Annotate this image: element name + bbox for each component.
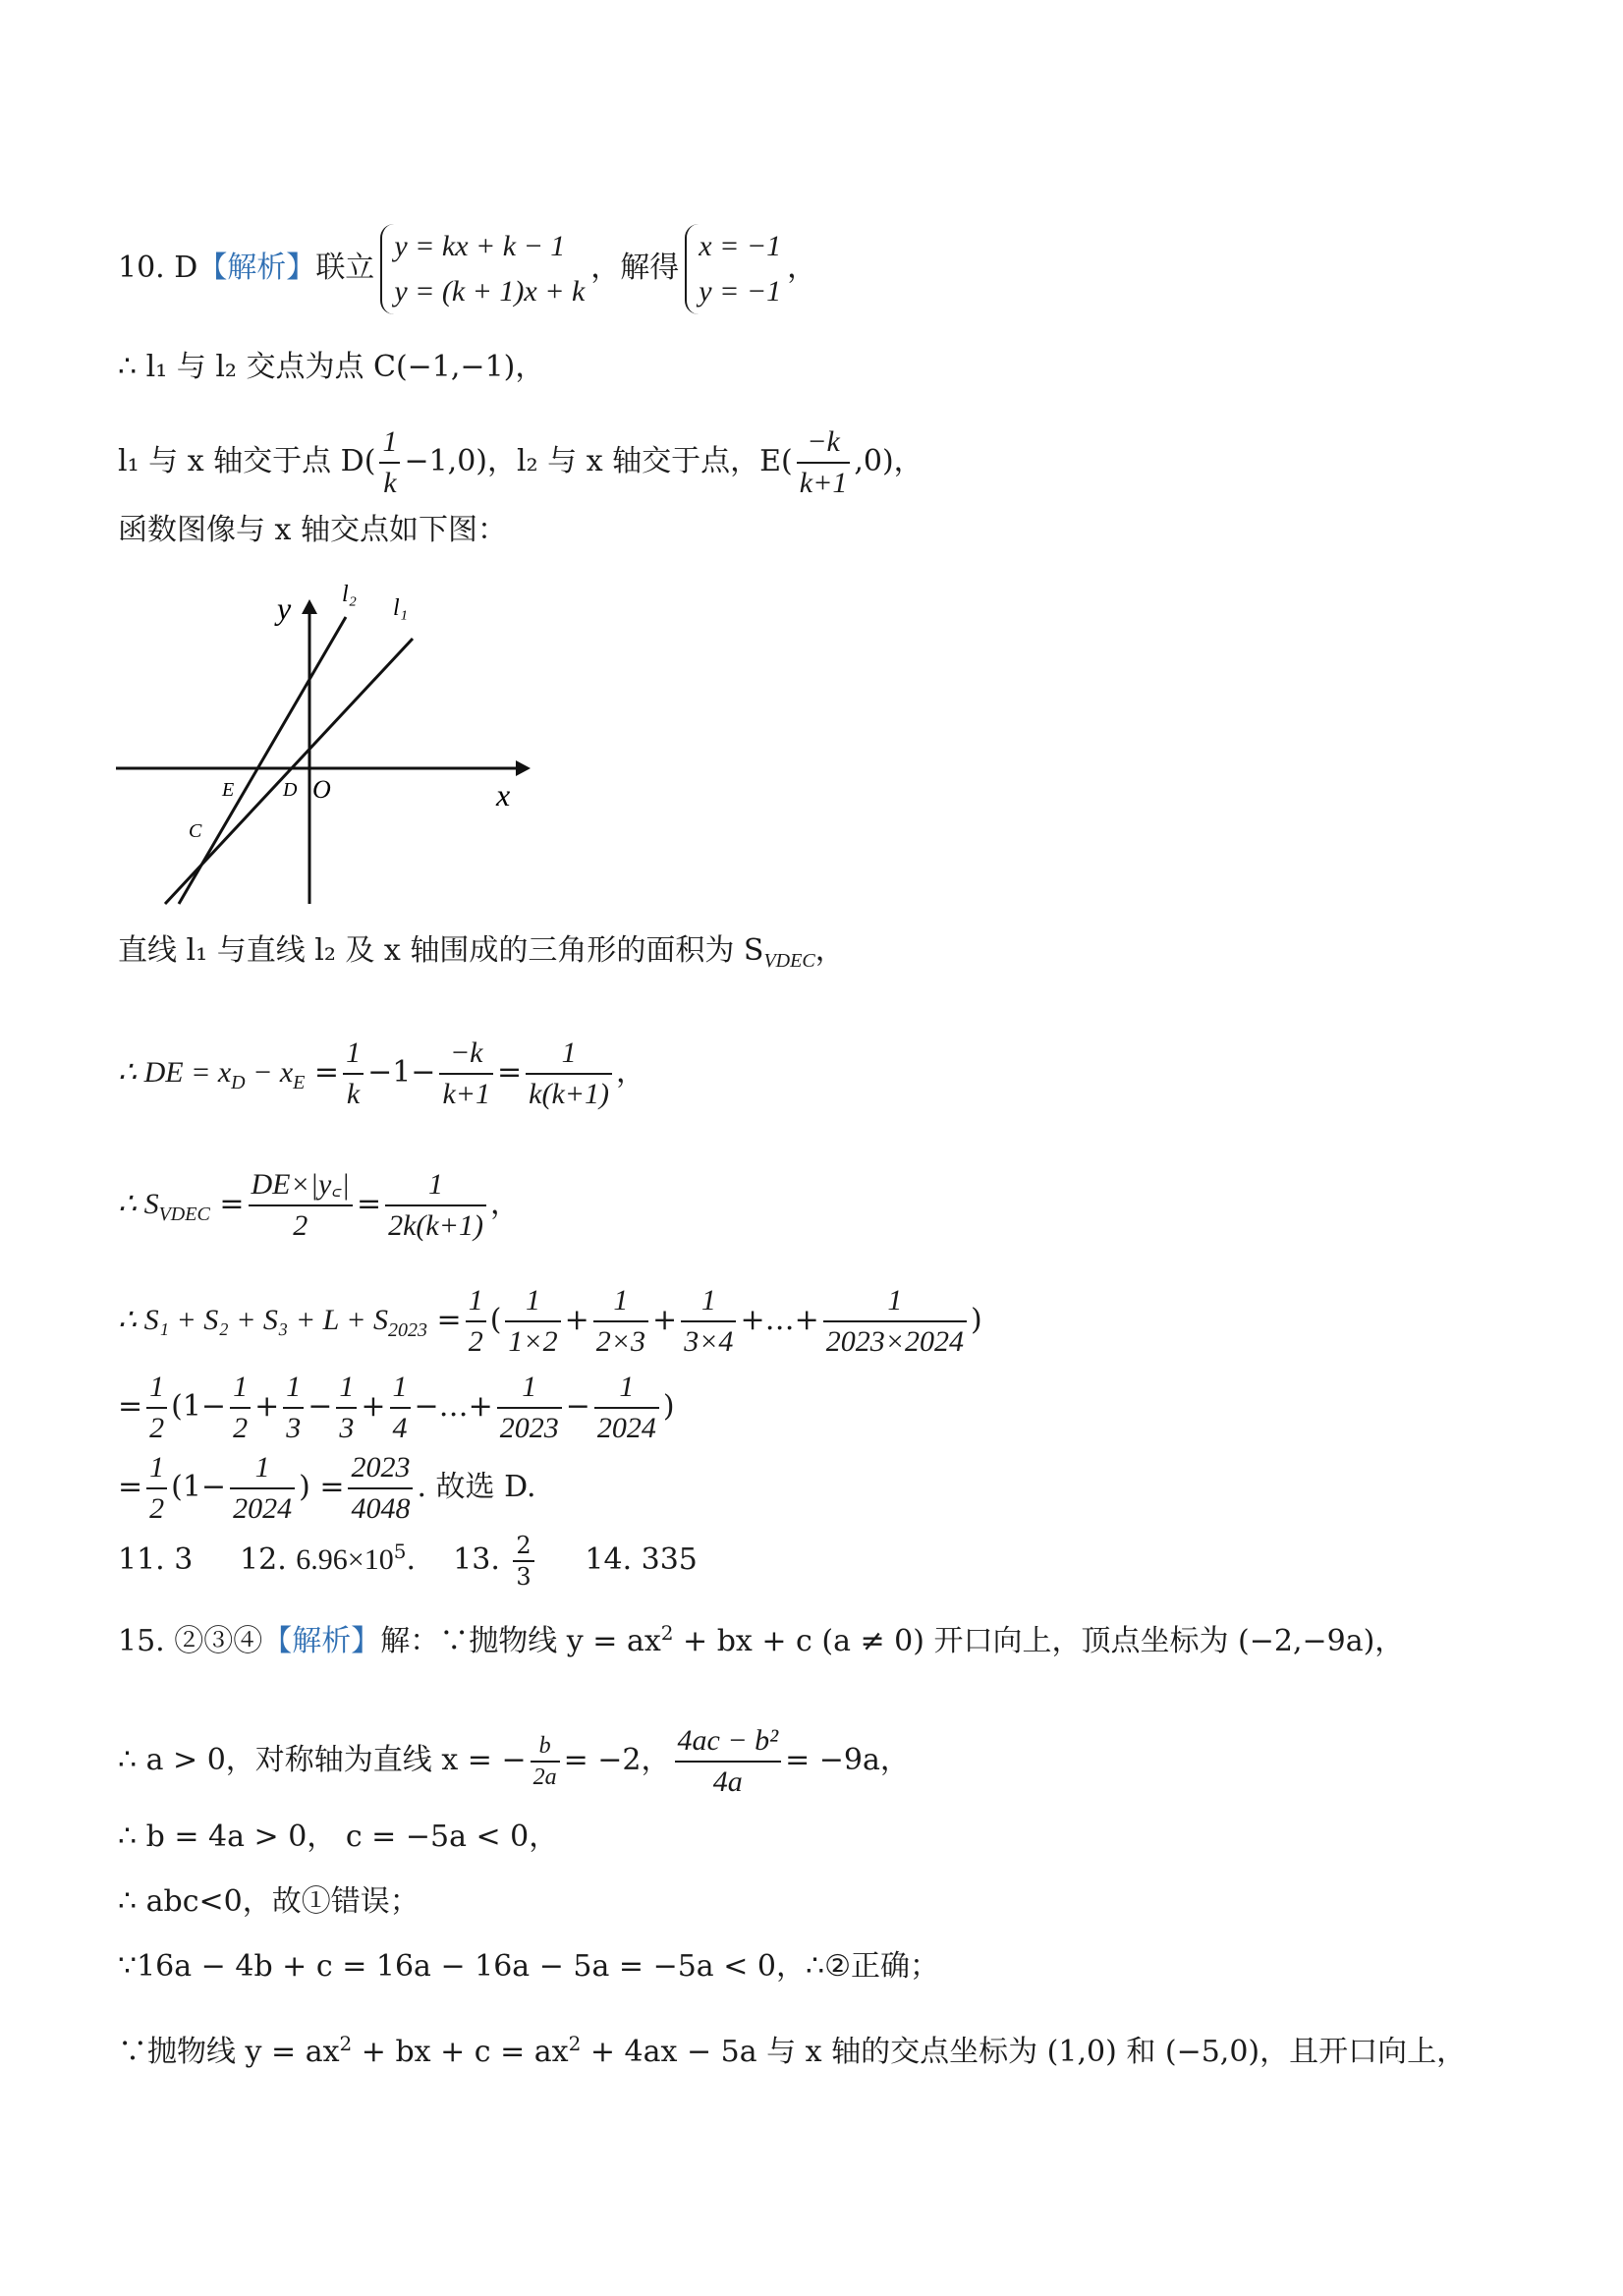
fraction — [593, 1281, 648, 1362]
q15-line-3: ∴ b = 4a > 0， c = −5a < 0， — [118, 1820, 559, 1854]
frac-den: 2024 — [233, 1492, 293, 1525]
superscript: 2 — [660, 1621, 674, 1645]
q10-line-intersection: ∴ l₁ 与 l₂ 交点为点 C(−1,−1)， — [118, 350, 545, 384]
q15-line-6 — [118, 2026, 1466, 2070]
frac-num: 1 — [343, 1034, 364, 1075]
q15-number: 15. ②③④ — [118, 1624, 263, 1658]
equation-system — [380, 224, 585, 314]
frac-num: DE×|y꜀| — [249, 1165, 353, 1206]
text-segment: (1− — [171, 1389, 227, 1424]
answer-12-label: 12. — [240, 1542, 287, 1577]
frac-num: 1 — [497, 1368, 562, 1409]
frac-den: 2k(k+1) — [388, 1209, 483, 1242]
frac-den: 2 — [149, 1492, 165, 1525]
frac-num: 1 — [146, 1368, 167, 1409]
fraction — [385, 1165, 486, 1246]
frac-num: b — [531, 1731, 560, 1763]
frac-num: 1 — [379, 422, 400, 464]
fraction — [249, 1165, 353, 1246]
system-eq2: y = (k + 1)x + k — [394, 275, 586, 308]
point-e-label: E — [222, 779, 235, 801]
fraction — [283, 1368, 304, 1448]
superscript: 2 — [339, 2032, 353, 2055]
text-segment: +…+ — [740, 1303, 819, 1337]
origin-label: O — [312, 775, 331, 804]
frac-num: 1 — [336, 1368, 357, 1409]
q10-area-line — [118, 933, 845, 979]
fraction — [526, 1034, 612, 1114]
frac-num: −k — [439, 1034, 493, 1075]
text-segment: = — [356, 1187, 382, 1221]
fraction — [531, 1731, 560, 1792]
q10-jiede: ，解得 — [590, 251, 680, 285]
text-segment: ， — [489, 1187, 520, 1221]
frac-den: k — [383, 467, 397, 499]
superscript: 2 — [568, 2032, 582, 2055]
frac-num: 1 — [385, 1165, 486, 1206]
q15-line-5: ∵16a − 4b + c = 16a − 16a − 5a = −5a < 0，∴②正确； — [118, 1949, 939, 1984]
subscript: E — [293, 1072, 306, 1093]
frac-den: 3 — [339, 1412, 355, 1444]
q10-graph-intro: 函数图像与 x 轴交点如下图： — [118, 513, 507, 547]
text-segment: −1− — [367, 1055, 436, 1090]
q10-sum-line: ∴ $S_1 + S_2 + S_3 + L + S_{2023}$ = $\frac{1}{2}$ ( $\frac{1}{1\times 2}$ + $\frac{1}{2\times 3}$ + $\frac{1}{3\times 4}$ +…+ $\frac{1}{2023\times 2024}$ ) — [118, 1281, 982, 1362]
fraction — [390, 1368, 411, 1448]
frac-den: k(k+1) — [529, 1078, 609, 1110]
answer-14: 14. 335 — [585, 1542, 698, 1577]
frac-den: 3 — [516, 1563, 532, 1591]
q10-number: 10. D — [118, 251, 198, 285]
text-segment: = — [118, 1389, 143, 1424]
text-segment: + bx + c = ax — [352, 2035, 569, 2069]
text-segment: l₁ 与 x 轴交于点 D( — [118, 444, 376, 478]
q15-header-line — [118, 1615, 1404, 1659]
q10-lianli: 联立 — [315, 251, 375, 285]
q10-header-line: 10. D【解析】联立 y = kx + k − 1 y = (k + 1)x + k ，解得 x = −1 y = −1 ， — [118, 224, 816, 314]
fraction — [681, 1281, 736, 1362]
frac-den: 2024 — [596, 1412, 656, 1444]
l2-label: l₂ — [342, 582, 358, 607]
text-segment: + 4ax − 5a 与 x 轴的交点坐标为 (1,0) 和 (−5,0)，且开口向上， — [581, 2035, 1467, 2069]
point-c-label: C — [189, 820, 202, 842]
answer-13-fraction — [513, 1531, 533, 1592]
text-segment: 解：∵抛物线 y = ax — [380, 1624, 661, 1658]
y-axis-arrow — [302, 599, 317, 614]
line-l1 — [165, 639, 413, 904]
frac-den: 3 — [286, 1412, 302, 1444]
text-segment: ∴ DE = x — [118, 1056, 232, 1089]
q10-line-axis-points — [118, 422, 923, 503]
frac-num: 1 — [505, 1281, 560, 1322]
point-d-label: D — [283, 779, 298, 801]
fraction — [348, 1448, 413, 1529]
text-segment: ( — [489, 1303, 502, 1337]
frac-den: 4 — [392, 1412, 408, 1444]
text-segment: = — [305, 1055, 340, 1090]
frac-den: 2×3 — [595, 1325, 646, 1358]
fraction — [230, 1368, 251, 1448]
fraction-1-over-k — [379, 422, 400, 503]
q10-telescoping-line: = $\frac{1}{2}$ (1− $\frac{1}{2}$ + $\frac{1}{3}$ − $\frac{1}{3}$ + $\frac{1}{4}$ −…+ $\frac{1}{2023}$ − $\frac{1}{2024}$ ) — [118, 1368, 675, 1448]
fraction-neg-k-over-k1 — [797, 422, 851, 503]
frac-num: 1 — [283, 1368, 304, 1409]
fraction — [497, 1368, 562, 1448]
q15-line-4: ∴ abc<0，故①错误； — [118, 1884, 420, 1919]
frac-num: 1 — [146, 1448, 167, 1489]
answers-line — [118, 1531, 698, 1592]
frac-num: 4ac − b² — [675, 1721, 782, 1763]
subscript: VDEC — [158, 1204, 210, 1225]
answer-12-end: . — [406, 1542, 416, 1577]
fraction — [146, 1448, 167, 1529]
text-segment: 直线 l₁ 与直线 l₂ 及 x 轴围成的三角形的面积为 S — [118, 933, 764, 968]
fraction — [594, 1368, 659, 1448]
line-graph-figure — [108, 580, 540, 914]
frac-den: 2 — [293, 1209, 308, 1242]
text-segment: −1,0)，l₂ 与 x 轴交于点，E( — [404, 444, 793, 478]
fraction — [230, 1448, 295, 1529]
frac-den: 2023 — [499, 1412, 559, 1444]
solution-system — [685, 224, 781, 314]
fraction — [146, 1368, 167, 1448]
solution-x: x = −1 — [699, 230, 782, 262]
frac-den: 2 — [468, 1325, 483, 1358]
q15-analysis-tag: 【解析】 — [262, 1624, 381, 1658]
frac-den: 2 — [149, 1412, 165, 1444]
frac-den: 4048 — [351, 1492, 411, 1525]
fraction — [823, 1281, 967, 1362]
frac-num: 1 — [594, 1368, 659, 1409]
subscript: 2023 — [388, 1319, 427, 1341]
fraction — [505, 1281, 560, 1362]
frac-num: 1 — [526, 1034, 612, 1075]
frac-num: 1 — [681, 1281, 736, 1322]
text-segment: ∴ S — [118, 1188, 159, 1220]
answer-12-exp: 5 — [393, 1540, 407, 1563]
x-axis-arrow — [516, 760, 531, 776]
fraction — [343, 1034, 364, 1114]
fraction — [439, 1034, 493, 1114]
frac-num: 1 — [823, 1281, 967, 1322]
frac-num: 1 — [466, 1281, 486, 1322]
answer-11: 11. 3 — [118, 1542, 194, 1577]
q10-result-line: = $\frac{1}{2}$ (1− $\frac{1}{2024}$ ) = $\frac{2023}{4048}$ . 故选 D. — [118, 1448, 536, 1529]
frac-den: 2 — [233, 1412, 249, 1444]
frac-num: 1 — [593, 1281, 648, 1322]
frac-den: k+1 — [799, 467, 848, 499]
q10-analysis-tag: 【解析】 — [197, 251, 316, 285]
subscript: VDEC — [763, 950, 815, 972]
frac-num: 2 — [513, 1531, 533, 1562]
text-segment: ∴ a > 0，对称轴为直线 x = − — [118, 1743, 527, 1777]
system-eq1: y = kx + k − 1 — [394, 230, 566, 262]
frac-den: 3×4 — [684, 1325, 734, 1358]
text-segment: + bx + c (a ≠ 0) 开口向上，顶点坐标为 (−2,−9a)， — [673, 1624, 1405, 1658]
frac-num: 1 — [230, 1448, 295, 1489]
frac-den: 2023×2024 — [825, 1325, 964, 1358]
solution-y: y = −1 — [699, 275, 782, 308]
frac-den: k — [346, 1078, 361, 1110]
text-segment: ) — [970, 1303, 982, 1337]
answer-13-label: 13. — [453, 1542, 500, 1577]
frac-den: 2a — [532, 1764, 557, 1790]
fraction — [675, 1721, 782, 1802]
text-segment: ， — [616, 1055, 645, 1090]
q10-de-line — [118, 1034, 645, 1114]
text-segment: = −9a， — [785, 1743, 910, 1777]
frac-num: 2023 — [348, 1448, 413, 1489]
frac-num: −k — [797, 422, 851, 464]
frac-den: 4a — [712, 1765, 743, 1798]
text-segment: = — [118, 1470, 143, 1504]
text-segment: ∵抛物线 y = ax — [118, 2035, 340, 2069]
text-segment: . 故选 D. — [417, 1470, 536, 1504]
q15-symmetry-line — [118, 1721, 910, 1802]
text-segment: ∴ S₁ + S₂ + S₃ + L + S — [118, 1304, 388, 1336]
l1-label: l₁ — [393, 595, 409, 621]
y-axis-label: y — [277, 590, 292, 626]
x-axis-label: x — [496, 777, 511, 812]
text-segment: = — [497, 1055, 523, 1090]
text-segment: − x — [245, 1056, 294, 1089]
answer-12-value: 6.96×10 — [296, 1543, 394, 1576]
frac-num: 1 — [230, 1368, 251, 1409]
text-segment: = −2， — [563, 1743, 671, 1777]
text-segment: = — [427, 1303, 462, 1337]
frac-num: 1 — [390, 1368, 411, 1409]
text-segment: = — [209, 1187, 245, 1221]
frac-den: k+1 — [442, 1078, 490, 1110]
frac-den: 1×2 — [508, 1325, 558, 1358]
fraction — [336, 1368, 357, 1448]
fraction — [466, 1281, 486, 1362]
q10-area-formula — [118, 1165, 520, 1246]
subscript: D — [231, 1072, 246, 1093]
text-segment: ， — [814, 933, 845, 968]
text-segment: ,0)， — [854, 444, 923, 478]
